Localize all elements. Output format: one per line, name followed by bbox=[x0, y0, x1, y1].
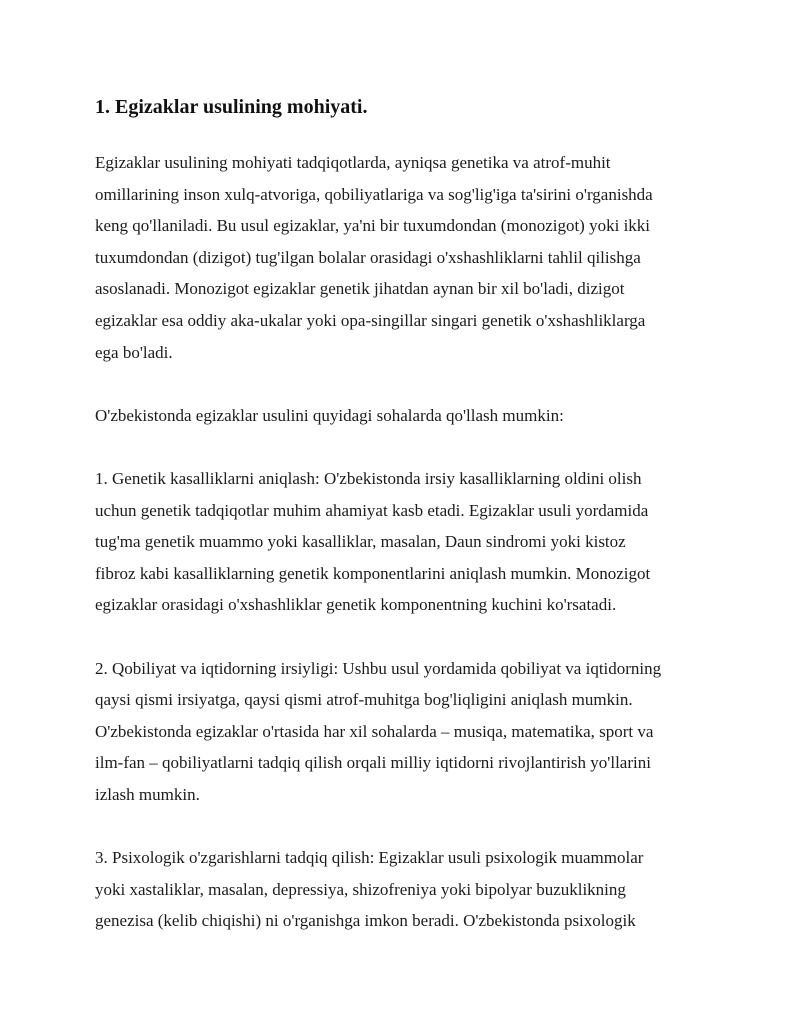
text-line: O'zbekistonda egizaklar usulini quyidagi sohalarda qo'llash mumkin: bbox=[95, 405, 564, 425]
text-line: 1. Genetik kasalliklarni aniqlash: O'zbekistonda irsiy kasalliklarning oldini olish bbox=[95, 468, 642, 488]
text-line: omillarining inson xulq-atvoriga, qobiliyatlariga va sog'lig'iga ta'sirini o'rganishda bbox=[95, 184, 653, 204]
text-line: O'zbekistonda egizaklar o'rtasida har xil sohalarda – musiqa, matematika, sport va bbox=[95, 721, 654, 741]
text-line: ilm-fan – qobiliyatlarni tadqiq qilish orqali milliy iqtidorni rivojlantirish yo'llarini bbox=[95, 753, 651, 773]
paragraph-item-1 bbox=[95, 463, 715, 621]
text-line: izlash mumkin. bbox=[95, 784, 200, 804]
paragraph-item-3 bbox=[95, 842, 715, 937]
text-line: tuxumdondan (dizigot) tug'ilgan bolalar orasidagi o'xshashliklarni tahlil qilishga bbox=[95, 247, 641, 267]
text-line: egizaklar esa oddiy aka-ukalar yoki opa-singillar singari genetik o'xshashliklarga bbox=[95, 310, 646, 330]
text-line: keng qo'llaniladi. Bu usul egizaklar, ya'ni bir tuxumdondan (monozigot) yoki ikki bbox=[95, 216, 651, 236]
text-line: genezisa (kelib chiqishi) ni o'rganishga imkon beradi. O'zbekistonda psixologik bbox=[95, 911, 636, 931]
text-line: ega bo'ladi. bbox=[95, 342, 173, 362]
text-line: yoki xastaliklar, masalan, depressiya, shizofreniya yoki bipolyar buzuklikning bbox=[95, 879, 626, 899]
text-line: uchun genetik tadqiqotlar muhim ahamiyat kasb etadi. Egizaklar usuli yordamida bbox=[95, 500, 649, 520]
paragraph-applications-lead bbox=[95, 400, 715, 432]
text-line: 3. Psixologik o'zgarishlarni tadqiq qilish: Egizaklar usuli psixologik muammolar bbox=[95, 848, 644, 868]
text-line: Egizaklar usulining mohiyati tadqiqotlarda, ayniqsa genetika va atrof-muhit bbox=[95, 153, 611, 172]
section-heading: 1. Egizaklar usulining mohiyati. bbox=[95, 96, 368, 118]
text-line: fibroz kabi kasalliklarning genetik komponentlarini aniqlash mumkin. Monozigot bbox=[95, 563, 651, 583]
text-line: 2. Qobiliyat va iqtidorning irsiyligi: Ushbu usul yordamida qobiliyat va iqtidorning bbox=[95, 658, 662, 678]
text-line: qaysi qismi irsiyatga, qaysi qismi atrof-muhitga bog'liqligini aniqlash mumkin. bbox=[95, 690, 633, 710]
paragraph-intro bbox=[95, 147, 715, 368]
text-line: egizaklar orasidagi o'xshashliklar genetik komponentning kuchini ko'rsatadi. bbox=[95, 595, 617, 615]
paragraph-item-2 bbox=[95, 653, 715, 811]
text-line: tug'ma genetik muammo yoki kasalliklar, masalan, Daun sindromi yoki kistoz bbox=[95, 532, 626, 552]
text-line: asoslanadi. Monozigot egizaklar genetik jihatdan aynan bir xil bo'ladi, dizigot bbox=[95, 279, 625, 299]
